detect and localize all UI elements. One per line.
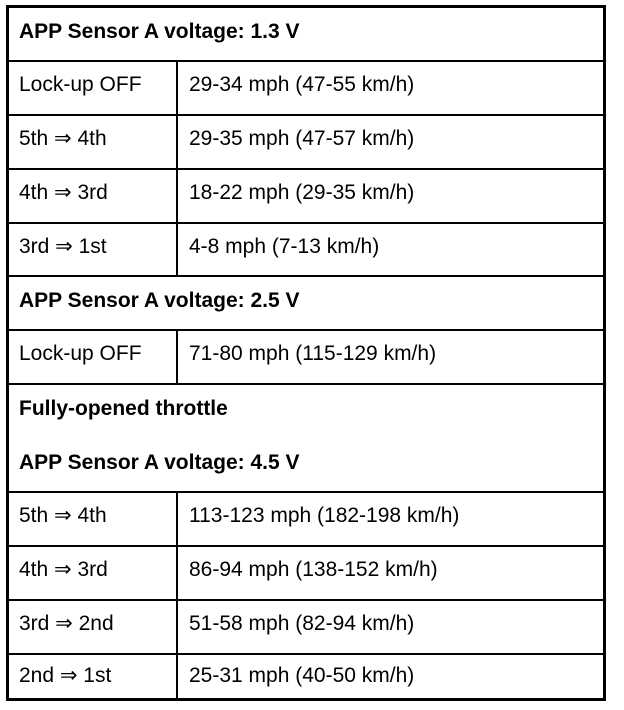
table-row (9, 224, 603, 277)
condition-label: 3rd ⇒ 2nd (19, 612, 114, 635)
speed-value: 71-80 mph (115-129 km/h) (189, 342, 437, 365)
condition-cell (9, 62, 178, 114)
table-row (9, 62, 603, 116)
condition-label: 5th ⇒ 4th (19, 504, 107, 527)
speed-value: 25-31 mph (40-50 km/h) (189, 664, 415, 687)
table-row (9, 116, 603, 170)
condition-cell (9, 655, 178, 698)
speed-value: 29-35 mph (47-57 km/h) (189, 127, 415, 150)
table-row (9, 170, 603, 224)
section-header-row (9, 8, 603, 62)
speed-value: 29-34 mph (47-55 km/h) (189, 73, 415, 96)
condition-label: 4th ⇒ 3rd (19, 181, 108, 204)
condition-cell (9, 547, 178, 599)
section-header: APP Sensor A voltage: 4.5 V (19, 451, 300, 474)
condition-label: 3rd ⇒ 1st (19, 235, 107, 258)
speed-value: 86-94 mph (138-152 km/h) (189, 558, 438, 581)
speed-value: 18-22 mph (29-35 km/h) (189, 181, 415, 204)
table-row (9, 547, 603, 601)
table-row (9, 601, 603, 655)
section-header-row (9, 385, 603, 493)
condition-cell (9, 601, 178, 653)
speed-value: 113-123 mph (182-198 km/h) (189, 504, 460, 527)
condition-label: 2nd ⇒ 1st (19, 664, 112, 687)
section-header: APP Sensor A voltage: 2.5 V (19, 289, 300, 312)
shift-speed-table (6, 5, 606, 701)
section-header: APP Sensor A voltage: 1.3 V (19, 20, 300, 43)
condition-label: 4th ⇒ 3rd (19, 558, 108, 581)
table-row (9, 331, 603, 385)
speed-value: 51-58 mph (82-94 km/h) (189, 612, 415, 635)
section-header: Fully-opened throttle (19, 397, 228, 420)
section-header-row (9, 277, 603, 331)
condition-cell (9, 116, 178, 168)
condition-label: Lock-up OFF (19, 73, 142, 96)
condition-cell (9, 224, 178, 275)
table-row (9, 655, 603, 698)
condition-cell (9, 170, 178, 222)
condition-label: 5th ⇒ 4th (19, 127, 107, 150)
condition-cell (9, 331, 178, 383)
condition-cell (9, 493, 178, 545)
condition-label: Lock-up OFF (19, 342, 142, 365)
speed-value: 4-8 mph (7-13 km/h) (189, 235, 380, 258)
table-row (9, 493, 603, 547)
